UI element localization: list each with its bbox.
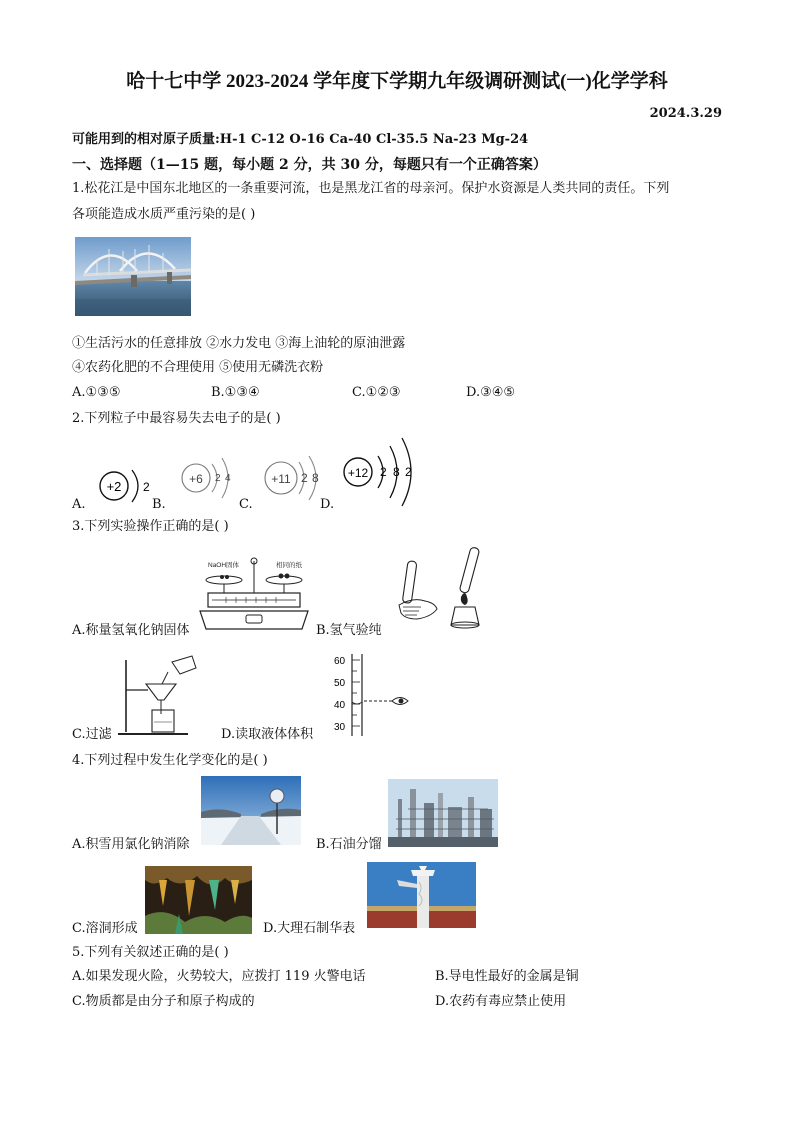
q5-stem: 5.下列有关叙述正确的是( ) (72, 945, 229, 960)
q2-option-b[interactable]: B. (152, 497, 166, 512)
exam-title: 哈十七中学 2023-2024 学年度下学期九年级调研测试(一)化学学科 (126, 71, 668, 92)
atom-d-shell-2: 8 (393, 465, 400, 479)
q5-option-a[interactable]: A.如果发现火险，火势较大，应拨打 119 火警电话 (72, 969, 366, 984)
atom-structure-d (338, 436, 424, 512)
cylinder-tick-50: 50 (334, 678, 346, 689)
marble-column-huabiao-photo (367, 862, 476, 928)
q3-option-b[interactable]: B.氢气验纯 (316, 623, 382, 638)
cylinder-tick-30: 30 (334, 722, 346, 733)
graduated-cylinder-reading-diagram (328, 652, 418, 738)
hydrogen-purity-test-diagram (395, 543, 490, 633)
snowy-road-photo (201, 776, 301, 845)
oil-refinery-photo (388, 779, 498, 847)
section-heading: 一、选择题（1—15 题，每小题 2 分，共 30 分，每题只有一个正确答案） (72, 157, 547, 173)
q1-option-a[interactable]: A.①③⑤ (72, 385, 121, 400)
q4-option-c[interactable]: C.溶洞形成 (72, 921, 138, 936)
atomic-masses: 可能用到的相对原子质量:H-1 C-12 O-16 Ca-40 Cl-35.5 Na-23 Mg-24 (72, 132, 529, 147)
atom-structure-b (174, 452, 240, 508)
karst-cave-photo (145, 866, 252, 934)
q2-option-a[interactable]: A. (72, 497, 86, 512)
q4-option-d[interactable]: D.大理石制华表 (263, 921, 356, 936)
q1-stem-line2: 各项能造成水质严重污染的是( ) (72, 207, 256, 222)
q1-items-line2: ④农药化肥的不合理使用 ⑤使用无磷洗衣粉 (72, 360, 324, 375)
q2-option-d[interactable]: D. (320, 497, 335, 512)
atom-b-shell-2: 4 (225, 473, 231, 484)
q1-option-b[interactable]: B.①③④ (211, 385, 260, 400)
atom-a-nucleus: +2 (106, 479, 122, 494)
balance-weighing-diagram (196, 555, 312, 635)
cylinder-tick-60: 60 (334, 656, 346, 667)
balance-label-naoh: NaOH固体 (208, 562, 240, 569)
exam-date: 2024.3.29 (649, 106, 722, 121)
atom-c-nucleus: +11 (271, 472, 291, 486)
q3-option-d[interactable]: D.读取液体体积 (221, 727, 314, 742)
q2-option-c[interactable]: C. (239, 497, 253, 512)
atom-c-shell-2: 8 (312, 471, 319, 485)
q4-option-a[interactable]: A.积雪用氯化钠消除 (72, 837, 190, 852)
atom-c-shell-1: 2 (301, 471, 308, 485)
atom-d-shell-1: 2 (380, 465, 387, 479)
atom-structure-a (92, 452, 154, 514)
balance-label-paper: 相同的纸 (276, 562, 302, 569)
q5-option-c[interactable]: C.物质都是由分子和原子构成的 (72, 994, 255, 1009)
q1-stem-line1: 1.松花江是中国东北地区的一条重要河流，也是黑龙江省的母亲河。保护水资源是人类共同的责任。下列 (72, 181, 670, 196)
atom-d-shell-3: 2 (405, 465, 412, 479)
songhua-river-bridge-photo (75, 237, 191, 316)
q4-option-b[interactable]: B.石油分馏 (316, 837, 382, 852)
q5-option-b[interactable]: B.导电性最好的金属是铜 (435, 969, 579, 984)
q3-option-a[interactable]: A.称量氢氧化钠固体 (72, 623, 190, 638)
q1-option-d[interactable]: D.③④⑤ (466, 385, 516, 400)
atom-b-nucleus: +6 (189, 472, 203, 486)
q2-stem: 2.下列粒子中最容易失去电子的是( ) (72, 411, 281, 426)
q3-stem: 3.下列实验操作正确的是( ) (72, 519, 229, 534)
q1-option-c[interactable]: C.①②③ (352, 385, 401, 400)
q3-option-c[interactable]: C.过滤 (72, 727, 112, 742)
cylinder-tick-40: 40 (334, 700, 346, 711)
atom-a-shell-1: 2 (143, 480, 150, 494)
atom-d-nucleus: +12 (347, 466, 369, 480)
filtration-diagram (118, 654, 198, 738)
q5-option-d[interactable]: D.农药有毒应禁止使用 (435, 994, 567, 1009)
atom-structure-c (257, 452, 329, 508)
q1-items-line1: ①生活污水的任意排放 ②水力发电 ③海上油轮的原油泄露 (72, 336, 406, 351)
q4-stem: 4.下列过程中发生化学变化的是( ) (72, 753, 268, 768)
atom-b-shell-1: 2 (215, 473, 221, 484)
